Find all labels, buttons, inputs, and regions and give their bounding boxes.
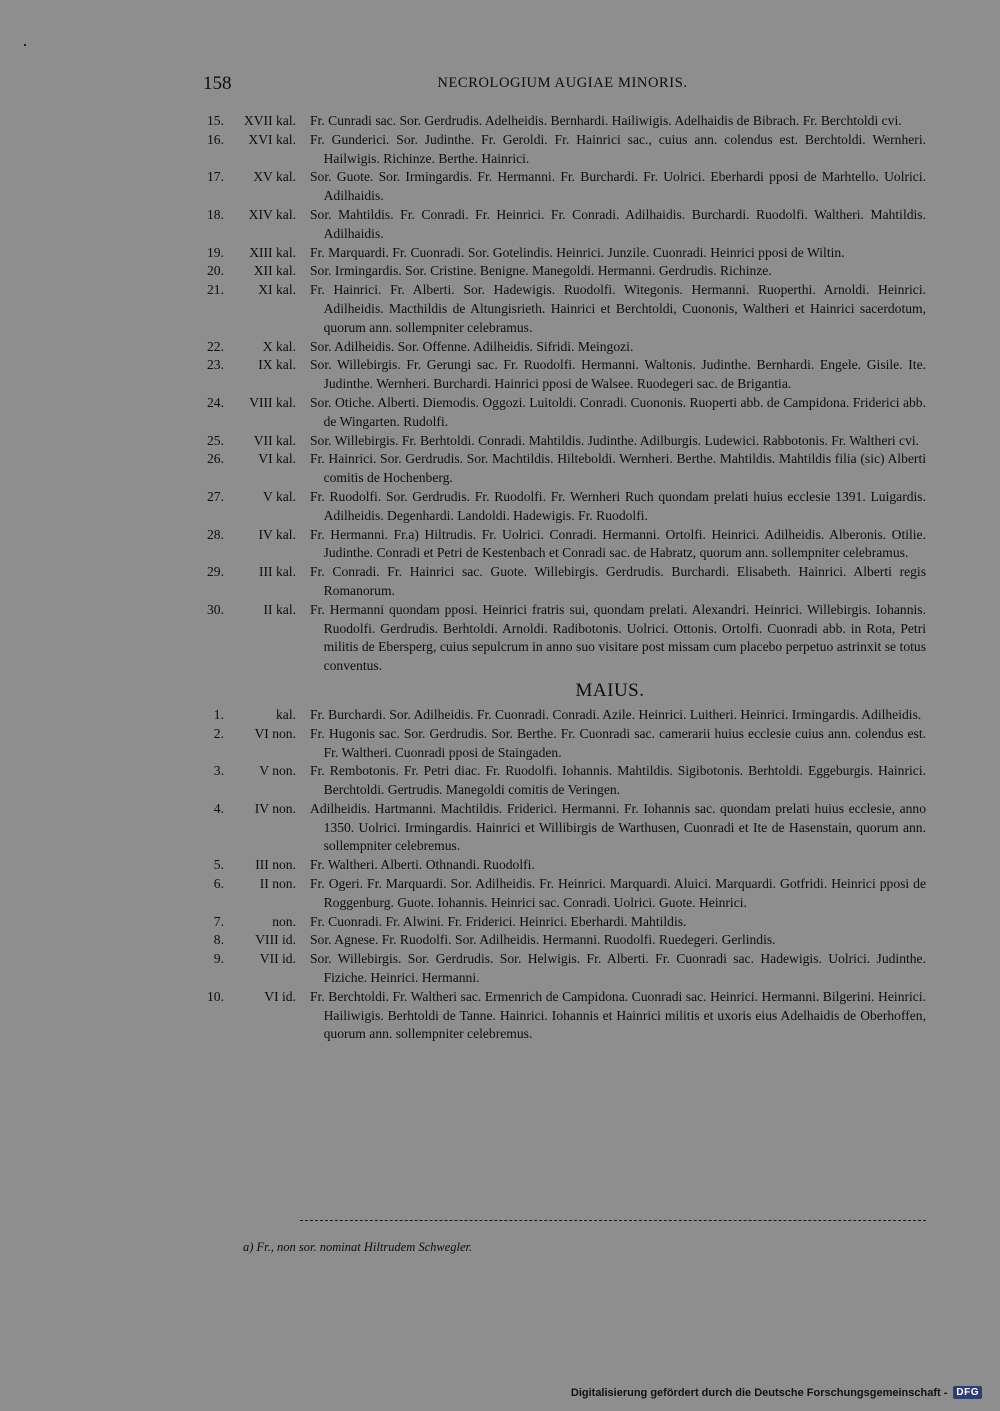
- entry-roman-date: XVII kal.: [243, 113, 296, 128]
- april-list: [198, 112, 926, 676]
- entry-names: Fr. Waltheri. Alberti. Othnandi. Ruodolfi.: [310, 857, 535, 873]
- entry-row: [198, 394, 926, 432]
- entry-day-number: 9.: [213, 951, 224, 967]
- entry-row: [198, 856, 926, 875]
- entry-row: [198, 931, 926, 950]
- entry-row: [198, 262, 926, 281]
- entry-roman-date: IV non.: [254, 800, 296, 816]
- dfg-logo: DFG: [953, 1386, 982, 1399]
- entry-day-number: 4.: [213, 800, 224, 816]
- may-list: [198, 706, 926, 1044]
- entry-day-number: 26.: [207, 451, 224, 467]
- entry-names: Fr. Hainrici. Fr. Alberti. Sor. Hadewigis. Ruodolfi. Witegonis. Hermanni. Ruoperthi. Arnoldi. Heinrici. Adilheidis. Macthildis de Altungisrieth. Hainrici et Berchtoldi, Cuononis, Waltheri et Hainrici sacerdotum, quorum ann. sollempniter celebramus.: [310, 282, 926, 335]
- entry-roman-date: IV kal.: [258, 526, 296, 542]
- funding-note-text: Digitalisierung gefördert durch die Deutsche Forschungsgemeinschaft -: [570, 1386, 948, 1399]
- entry-row: [198, 281, 926, 337]
- footnote-rule: [300, 1220, 926, 1221]
- entry-names: Fr. Hainrici. Sor. Gerdrudis. Sor. Machtildis. Hilteboldi. Wernheri. Berthe. Mahtildis. Mahtildis filia (sic) Alberti comitis de Hochenberg.: [310, 451, 926, 486]
- entry-day-number: 17.: [207, 169, 224, 185]
- entry-day-number: 10.: [207, 988, 224, 1004]
- entry-names: Sor. Agnese. Fr. Ruodolfi. Sor. Adilheidis. Hermanni. Ruodolfi. Ruedegeri. Gerlindis.: [310, 932, 776, 948]
- entry-names: Fr. Rembotonis. Fr. Petri diac. Fr. Ruodolfi. Iohannis. Mahtildis. Sigibotonis. Berhtoldi. Eggeburgis. Hainrici. Berchtoldi. Gertrudis. Manegoldi comitis de Veringen.: [310, 763, 926, 798]
- footnote: a) Fr., non sor. nominat Hiltrudem Schwegler.: [243, 1240, 473, 1254]
- entry-names: Fr. Ruodolfi. Sor. Gerdrudis. Fr. Ruodolfi. Fr. Wernheri Ruch quondam prelati huius ecclesie 1391. Luigardis. Adilheidis. Degenhardi. Landoldi. Hadewigis. Fr. Ruodolfi.: [310, 488, 926, 523]
- entry-row: [198, 913, 926, 932]
- necrology-entries: [198, 112, 926, 1044]
- entry-day-number: 2.: [213, 725, 224, 741]
- entry-day-number: 7.: [213, 913, 224, 929]
- entry-roman-date: VI kal.: [258, 451, 296, 467]
- entry-names: Adilheidis. Hartmanni. Machtildis. Friderici. Hermanni. Fr. Iohannis sac. quondam prelati huius ecclesie, anno 1350. Uolrici. Irmingardis. Hainrici et Willibirgis de Warthusen, Cuonradi et Ite de Hasenstain, quorum ann. sollempniter celebremus.: [310, 800, 926, 854]
- entry-roman-date: II kal.: [263, 601, 296, 617]
- entry-names: Fr. Marquardi. Fr. Cuonradi. Sor. Gotelindis. Heinrici. Junzile. Cuonradi. Heinrici pposi de Wiltin.: [310, 244, 845, 260]
- entry-roman-date: VI non.: [254, 725, 296, 741]
- entry-day-number: 21.: [207, 282, 224, 298]
- entry-roman-date: V kal.: [263, 488, 296, 504]
- entry-names: Sor. Mahtildis. Fr. Conradi. Fr. Heinrici. Fr. Conradi. Adilhaidis. Burchardi. Ruodolfi. Waltheri. Mahtildis. Adilhaidis.: [310, 206, 926, 241]
- entry-day-number: 3.: [213, 763, 224, 779]
- entry-roman-date: X kal.: [262, 338, 296, 354]
- entry-roman-date: V non.: [259, 763, 296, 779]
- entry-names: Fr. Burchardi. Sor. Adilheidis. Fr. Cuonradi. Conradi. Azile. Heinrici. Luitheri. Heinrici. Irmingardis. Adilheidis.: [310, 706, 922, 722]
- entry-day-number: 16.: [207, 131, 224, 147]
- entry-row: [198, 601, 926, 676]
- entry-row: [198, 563, 926, 601]
- entry-roman-date: III kal.: [259, 564, 296, 580]
- entry-roman-date: II non.: [259, 876, 296, 892]
- entry-day-number: 19.: [207, 244, 224, 260]
- entry-row: [198, 244, 926, 263]
- entry-names: Sor. Adilheidis. Sor. Offenne. Adilheidis. Sifridi. Meingozi.: [310, 338, 634, 354]
- entry-names: Fr. Cunradi sac. Sor. Gerdrudis. Adelheidis. Bernhardi. Hailiwigis. Adelhaidis de Bibrach. Fr. Berchtoldi cvi.: [310, 113, 902, 128]
- entry-roman-date: XV kal.: [253, 169, 296, 185]
- scan-speck: [24, 44, 26, 46]
- entry-names: Fr. Hermanni. Fr.a) Hiltrudis. Fr. Uolrici. Conradi. Hermanni. Ortolfi. Heinrici. Adilheidis. Alberonis. Otilie. Judinthe. Conradi et Petri de Kestenbach et Conradi sac. de Habratz, quorum ann. sollempniter celebramus.: [310, 526, 926, 561]
- entry-names: Fr. Gunderici. Sor. Judinthe. Fr. Geroldi. Fr. Hainrici sac., cuius ann. colendus est. Berchtoldi. Wernheri. Hailwigis. Richinze. Berthe. Hainrici.: [310, 131, 926, 166]
- entry-roman-date: VII kal.: [253, 432, 296, 448]
- entry-row: [198, 762, 926, 800]
- entry-row: [198, 206, 926, 244]
- entry-roman-date: III non.: [255, 857, 296, 873]
- entry-names: Sor. Irmingardis. Sor. Cristine. Benigne. Manegoldi. Hermanni. Gerdrudis. Richinze.: [310, 263, 772, 279]
- entry-day-number: 18.: [207, 206, 224, 222]
- entry-day-number: 20.: [207, 263, 224, 279]
- entry-row: [198, 488, 926, 526]
- entry-roman-date: VIII kal.: [249, 394, 296, 410]
- entry-roman-date: VII id.: [259, 951, 296, 967]
- entry-day-number: 5.: [213, 857, 224, 873]
- entry-day-number: 27.: [207, 488, 224, 504]
- entry-day-number: 25.: [207, 432, 224, 448]
- entry-row: [198, 450, 926, 488]
- entry-names: Fr. Cuonradi. Fr. Alwini. Fr. Friderici. Heinrici. Eberhardi. Mahtildis.: [310, 913, 687, 929]
- entry-day-number: 8.: [213, 932, 224, 948]
- entry-row: [198, 950, 926, 988]
- section-heading-maius: MAIUS.: [575, 679, 645, 701]
- funding-note: [571, 1386, 982, 1399]
- entry-row: [198, 338, 926, 357]
- entry-row: [198, 526, 926, 564]
- entry-names: Fr. Hermanni quondam pposi. Heinrici fratris sui, quondam prelati. Alexandri. Heinrici. Willebirgis. Iohannis. Ruodolfi. Gerdrudis. Berhtoldi. Arnoldi. Radibotonis. Uolrici. Ottonis. Ortolfi. Cuonradi abb. in Rota, Petri militis de Ebersperg, cuius sepulcrum in anno suo visitare post missam cum placebo perpetuo astrinxit se totus conventus.: [310, 601, 926, 674]
- entry-day-number: 23.: [207, 357, 224, 373]
- entry-names: Sor. Otiche. Alberti. Diemodis. Oggozi. Luitoldi. Conradi. Cuononis. Ruoperti abb. de Campidona. Friderici abb. de Wingarten. Rudolfi.: [310, 394, 926, 429]
- entry-day-number: 15.: [207, 113, 224, 128]
- entry-day-number: 28.: [207, 526, 224, 542]
- entry-names: Sor. Willebirgis. Fr. Berhtoldi. Conradi. Mahtildis. Judinthe. Adilburgis. Ludewici. Rabbotonis. Fr. Waltheri cvi.: [310, 432, 920, 448]
- entry-names: Sor. Guote. Sor. Irmingardis. Fr. Hermanni. Fr. Burchardi. Fr. Uolrici. Eberhardi pposi de Marhtello. Uolrici. Adilhaidis.: [310, 169, 926, 204]
- entry-day-number: 29.: [207, 564, 224, 580]
- entry-names: Fr. Ogeri. Fr. Marquardi. Sor. Adilheidis. Fr. Heinrici. Marquardi. Aluici. Marquardi. Gotfridi. Heinrici pposi de Roggenburg. Guote. Iohannis. Heinrici sac. Conradi. Uolrici. Guote. Heinrici.: [310, 876, 926, 910]
- entry-row: [198, 706, 926, 725]
- entry-names: Sor. Willebirgis. Sor. Gerdrudis. Sor. Helwigis. Fr. Alberti. Fr. Cuonradi sac. Hadewigis. Uolrici. Judinthe. Fiziche. Heinrici. Hermanni.: [310, 951, 926, 986]
- entry-row: [198, 800, 926, 856]
- entry-row: [198, 112, 926, 131]
- entry-day-number: 24.: [207, 394, 224, 410]
- entry-roman-date: kal.: [275, 706, 296, 722]
- entry-row: [198, 168, 926, 206]
- entry-names: Fr. Conradi. Fr. Hainrici sac. Guote. Willebirgis. Gerdrudis. Burchardi. Elisabeth. Hainrici. Alberti regis Romanorum.: [310, 564, 926, 598]
- entry-names: Sor. Willebirgis. Fr. Gerungi sac. Fr. Ruodolfi. Hermanni. Waltonis. Judinthe. Bernhardi. Engele. Gisile. Ite. Judinthe. Wernheri. Burchardi. Hainrici pposi de Walsee. Ruodegeri sac. de Brigantia.: [310, 357, 926, 392]
- entry-day-number: 6.: [213, 876, 224, 892]
- entry-roman-date: XIV kal.: [248, 206, 296, 222]
- entry-roman-date: XII kal.: [253, 263, 296, 279]
- entry-row: [198, 988, 926, 1044]
- entry-row: [198, 432, 926, 451]
- entry-names: Fr. Berchtoldi. Fr. Waltheri sac. Ermenrich de Campidona. Cuonradi sac. Heinrici. Hermanni. Bilgerini. Heinrici. Hailiwigis. Berhtoldi de Tanne. Hainrici. Iohannis et Hainrici militis et uxoris eius Adelhaidis de Oberhoffen, quorum ann. sollempniter celebremus.: [310, 988, 926, 1042]
- entry-roman-date: XVI kal.: [248, 131, 296, 147]
- entry-roman-date: non.: [272, 913, 296, 929]
- entry-names: Fr. Hugonis sac. Sor. Gerdrudis. Sor. Berthe. Fr. Cuonradi sac. camerarii huius ecclesie cuius ann. colendus est. Fr. Waltheri. Cuonradi pposi de Staingaden.: [310, 725, 926, 760]
- page-number: 158: [203, 73, 232, 94]
- entry-day-number: 30.: [207, 601, 224, 617]
- entry-roman-date: VIII id.: [255, 932, 296, 948]
- entry-row: [198, 131, 926, 169]
- entry-roman-date: XI kal.: [258, 282, 296, 298]
- entry-roman-date: VI id.: [264, 988, 296, 1004]
- running-head: NECROLOGIUM AUGIAE MINORIS.: [437, 75, 688, 91]
- entry-roman-date: XIII kal.: [249, 244, 296, 260]
- entry-row: [198, 725, 926, 763]
- entry-day-number: 22.: [207, 338, 224, 354]
- entry-row: [198, 875, 926, 913]
- entry-row: [198, 356, 926, 394]
- entry-day-number: 1.: [213, 706, 224, 722]
- entry-roman-date: IX kal.: [258, 357, 296, 373]
